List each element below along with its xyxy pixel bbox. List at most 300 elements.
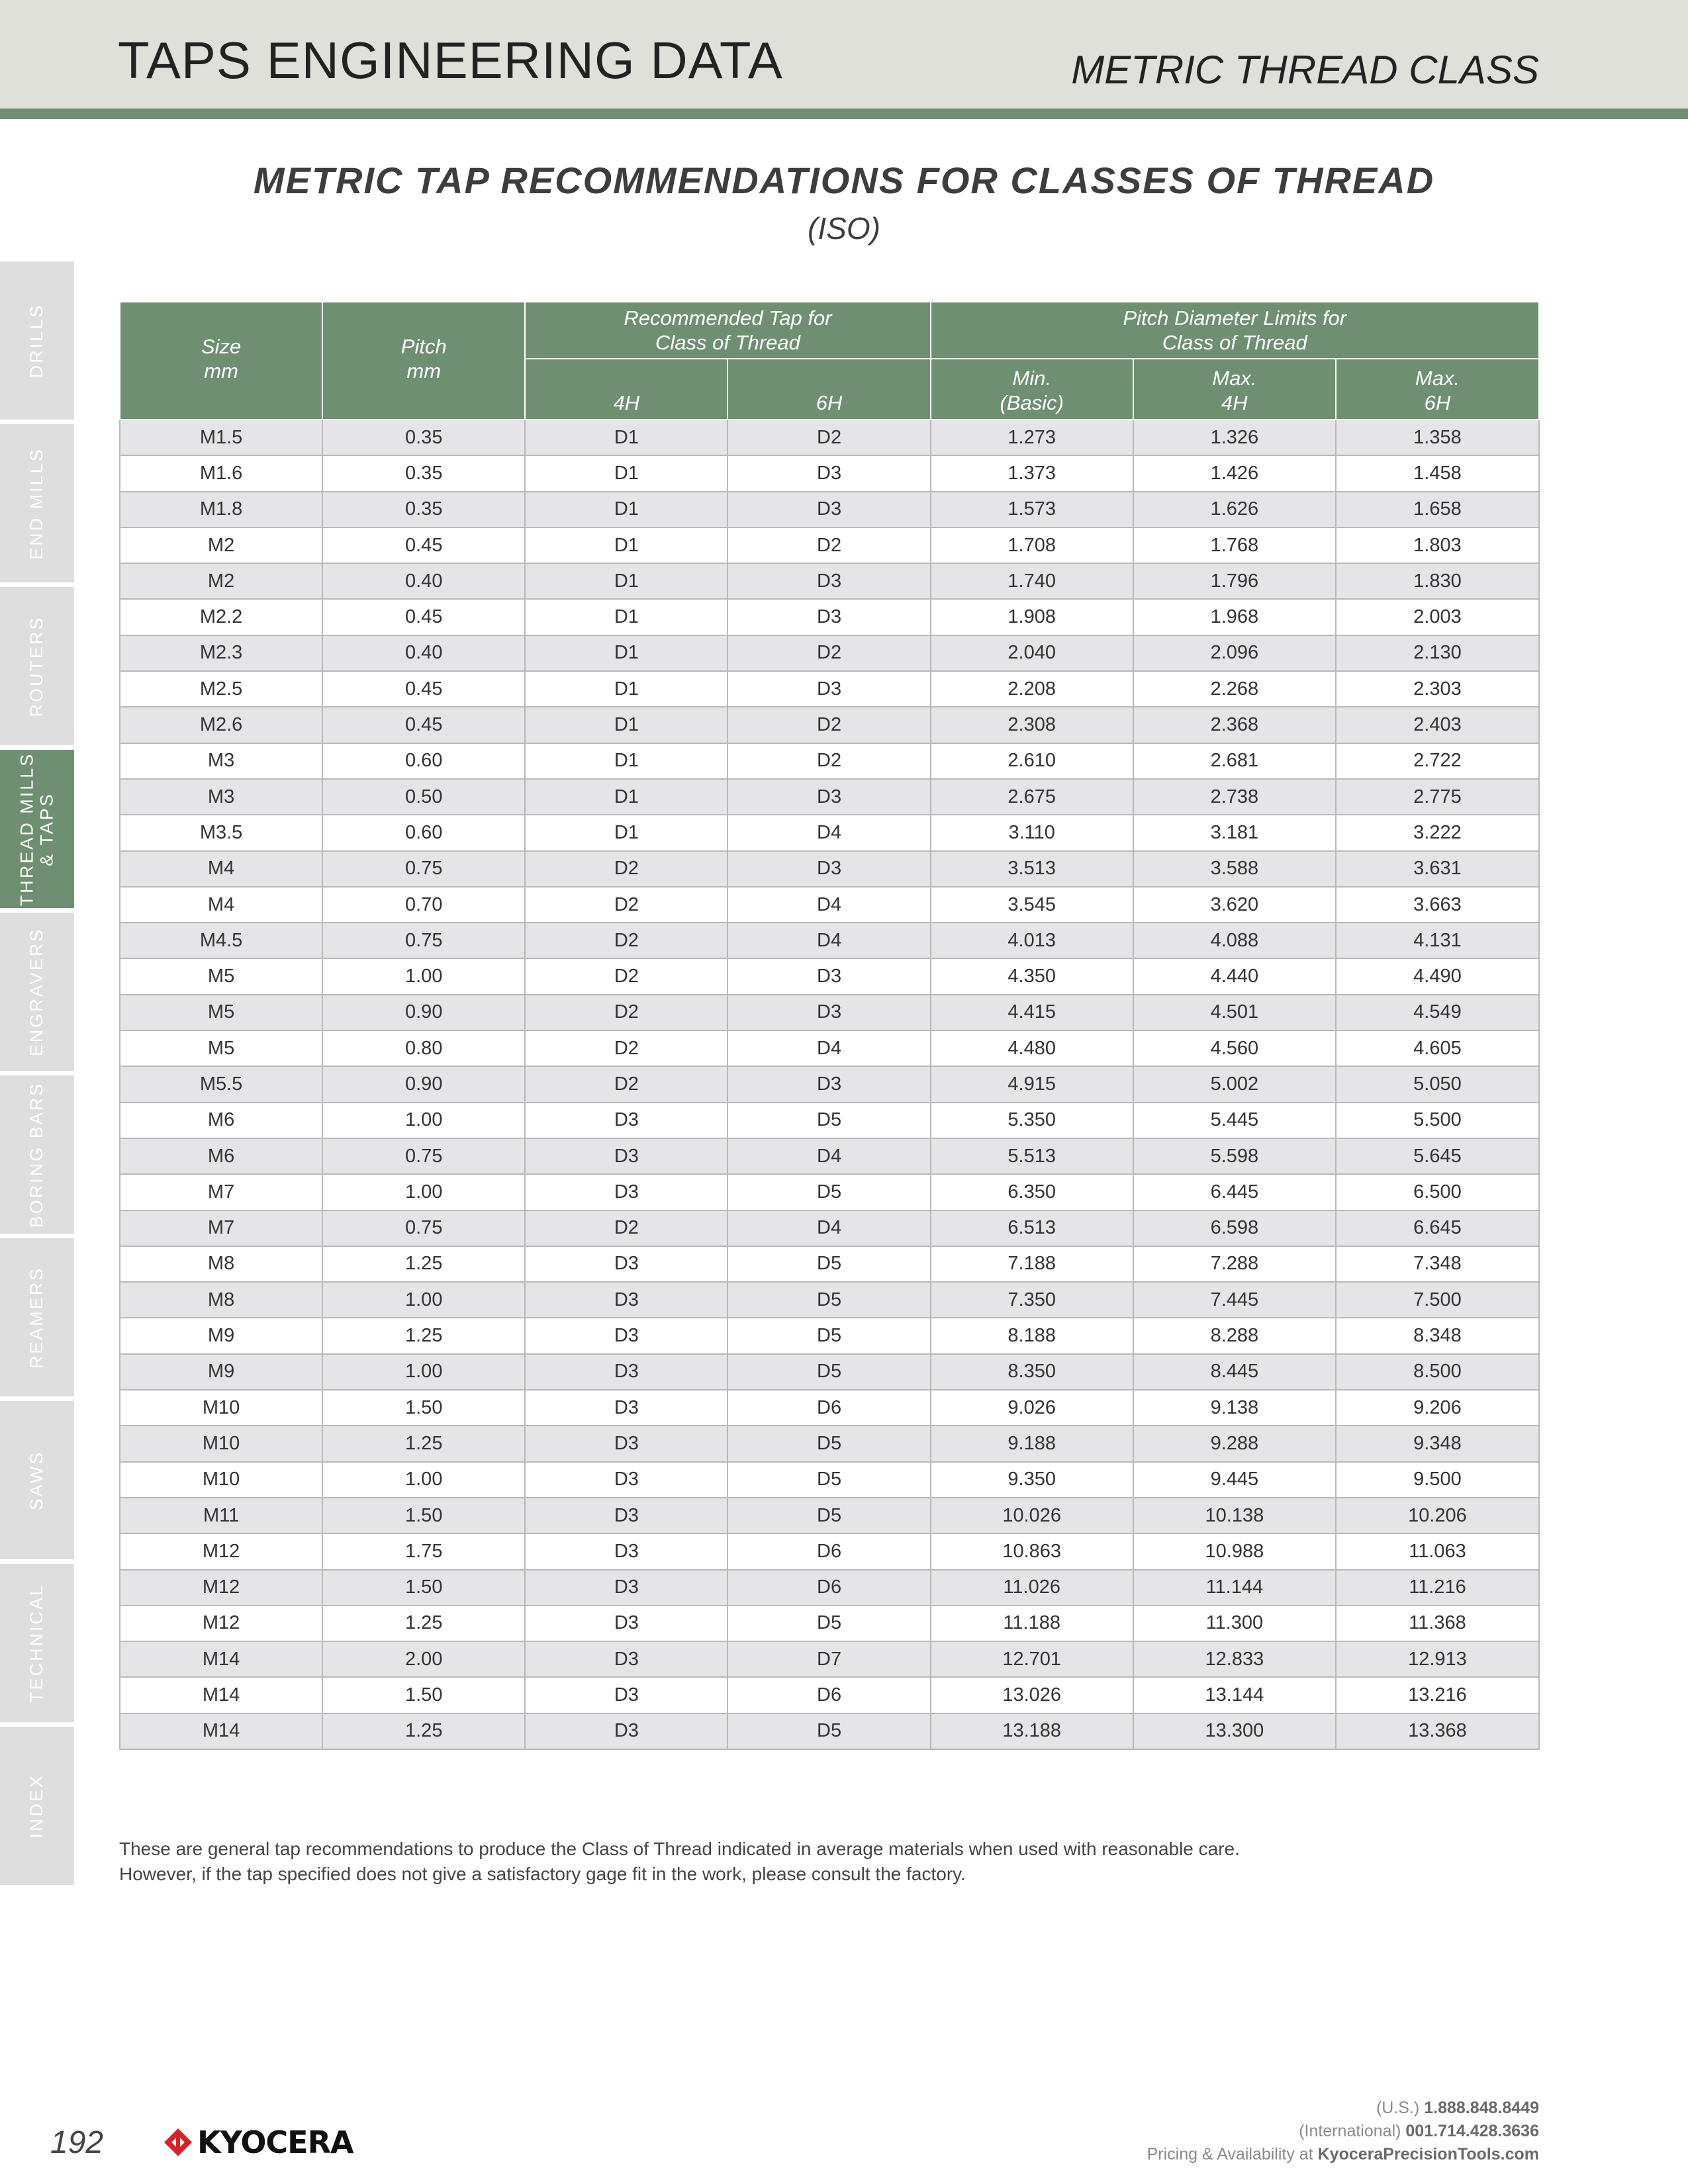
table-cell: 3.631: [1336, 851, 1539, 887]
table-cell: M4.5: [120, 923, 322, 958]
table-cell: 1.658: [1336, 492, 1539, 527]
table-cell: M8: [120, 1246, 322, 1282]
table-cell: 4.350: [931, 958, 1133, 994]
table-cell: 1.50: [322, 1677, 525, 1713]
table-cell: M9: [120, 1354, 322, 1390]
table-cell: M12: [120, 1533, 322, 1569]
table-cell: 2.675: [931, 779, 1133, 815]
contact-info: [1147, 2097, 1539, 2166]
table-cell: 2.368: [1133, 707, 1336, 743]
table-cell: D5: [727, 1498, 930, 1533]
table-row: [120, 1246, 1539, 1282]
table-cell: D1: [525, 671, 727, 707]
table-cell: D3: [525, 1246, 727, 1282]
side-tab-saws[interactable]: [0, 1401, 74, 1559]
table-cell: 9.500: [1336, 1462, 1539, 1498]
table-cell: 2.00: [322, 1641, 525, 1677]
table-cell: 7.350: [931, 1282, 1133, 1318]
table-cell: 2.722: [1336, 743, 1539, 779]
table-cell: D4: [727, 887, 930, 923]
table-cell: 6.598: [1133, 1210, 1336, 1246]
table-cell: 0.75: [322, 851, 525, 887]
table-cell: 1.00: [322, 958, 525, 994]
table-cell: 0.90: [322, 1066, 525, 1102]
table-cell: M1.5: [120, 420, 322, 455]
table-cell: 6.645: [1336, 1210, 1539, 1246]
table-cell: M1.8: [120, 492, 322, 527]
table-cell: 0.50: [322, 779, 525, 815]
table-cell: 8.348: [1336, 1318, 1539, 1353]
table-cell: 3.110: [931, 815, 1133, 850]
table-cell: M4: [120, 851, 322, 887]
table-cell: D3: [525, 1318, 727, 1353]
table-row: [120, 1606, 1539, 1641]
side-tab-drills[interactable]: [0, 261, 74, 420]
table-row: [120, 1641, 1539, 1677]
table-cell: M5: [120, 995, 322, 1030]
side-tab-label: TECHNICAL: [26, 1583, 47, 1703]
table-cell: 8.288: [1133, 1318, 1336, 1353]
table-cell: M9: [120, 1318, 322, 1353]
table-cell: M2.5: [120, 671, 322, 707]
table-cell: D3: [727, 1066, 930, 1102]
table-cell: 0.40: [322, 635, 525, 671]
table-cell: 3.663: [1336, 887, 1539, 923]
table-cell: D3: [727, 779, 930, 815]
table-cell: 2.130: [1336, 635, 1539, 671]
table-cell: 5.050: [1336, 1066, 1539, 1102]
table-row: [120, 1390, 1539, 1426]
table-cell: M10: [120, 1426, 322, 1461]
table-cell: M1.6: [120, 455, 322, 491]
table-cell: 1.373: [931, 455, 1133, 491]
table-cell: 3.620: [1133, 887, 1336, 923]
table-cell: 1.273: [931, 420, 1133, 455]
table-row: [120, 1210, 1539, 1246]
table-cell: 1.573: [931, 492, 1133, 527]
table-cell: D2: [525, 851, 727, 887]
table-cell: M8: [120, 1282, 322, 1318]
table-cell: 5.645: [1336, 1138, 1539, 1174]
table-cell: D5: [727, 1462, 930, 1498]
group-header-pitch-diameter-limits: Pitch Diameter Limits for Class of Thread: [931, 302, 1539, 359]
table-cell: 5.002: [1133, 1066, 1336, 1102]
table-cell: 5.598: [1133, 1138, 1336, 1174]
table-cell: 2.610: [931, 743, 1133, 779]
table-cell: D3: [525, 1354, 727, 1390]
table-cell: 0.75: [322, 1210, 525, 1246]
table-row: [120, 1570, 1539, 1606]
table-cell: M2.6: [120, 707, 322, 743]
side-tab-end-mills[interactable]: [0, 424, 74, 582]
table-cell: 4.088: [1133, 923, 1336, 958]
table-cell: D1: [525, 420, 727, 455]
side-tab-index[interactable]: [0, 1727, 74, 1885]
table-cell: 12.701: [931, 1641, 1133, 1677]
table-cell: 1.908: [931, 599, 1133, 635]
table-cell: 13.026: [931, 1677, 1133, 1713]
table-cell: 1.25: [322, 1606, 525, 1641]
table-cell: M5: [120, 1030, 322, 1066]
side-tab-label: ROUTERS: [26, 615, 47, 717]
table-cell: 1.968: [1133, 599, 1336, 635]
side-tab-reamers[interactable]: [0, 1238, 74, 1396]
table-cell: 1.803: [1336, 527, 1539, 563]
column-header-tap-4h: 4H: [525, 359, 727, 420]
table-cell: 4.915: [931, 1066, 1133, 1102]
table-cell: D3: [727, 851, 930, 887]
table-cell: D3: [525, 1390, 727, 1426]
side-tab-label: ENGRAVERS: [26, 927, 47, 1056]
table-cell: D3: [525, 1533, 727, 1569]
table-row: [120, 1462, 1539, 1498]
table-cell: 3.588: [1133, 851, 1336, 887]
table-cell: D2: [727, 420, 930, 455]
table-cell: 11.216: [1336, 1570, 1539, 1606]
side-tab-label: THREAD MILLS & TAPS: [17, 752, 56, 906]
table-cell: D2: [727, 707, 930, 743]
table-cell: 4.480: [931, 1030, 1133, 1066]
table-cell: 8.350: [931, 1354, 1133, 1390]
table-cell: 10.138: [1133, 1498, 1336, 1533]
document-subtitle: (ISO): [808, 211, 880, 246]
table-cell: 2.403: [1336, 707, 1539, 743]
table-cell: M2: [120, 527, 322, 563]
side-tab-label: REAMERS: [26, 1266, 47, 1369]
table-cell: 0.45: [322, 527, 525, 563]
table-row: [120, 492, 1539, 527]
table-row: [120, 815, 1539, 850]
table-cell: D5: [727, 1246, 930, 1282]
table-cell: 2.303: [1336, 671, 1539, 707]
table-cell: 3.513: [931, 851, 1133, 887]
kyocera-logo-icon: [163, 2127, 193, 2158]
table-cell: 9.348: [1336, 1426, 1539, 1461]
table-cell: M14: [120, 1713, 322, 1749]
table-cell: D3: [727, 671, 930, 707]
table-cell: D2: [727, 527, 930, 563]
table-cell: M5.5: [120, 1066, 322, 1102]
table-cell: 1.50: [322, 1498, 525, 1533]
table-cell: D3: [525, 1103, 727, 1138]
table-cell: 5.500: [1336, 1103, 1539, 1138]
table-cell: M12: [120, 1606, 322, 1641]
table-row: [120, 995, 1539, 1030]
side-tab-thread-mills-taps[interactable]: [0, 750, 74, 908]
table-row: [120, 923, 1539, 958]
table-row: [120, 455, 1539, 491]
table-cell: 1.50: [322, 1570, 525, 1606]
table-cell: 1.00: [322, 1103, 525, 1138]
table-cell: D3: [525, 1174, 727, 1210]
table-cell: D5: [727, 1606, 930, 1641]
column-header-min-basic: Min. (Basic): [931, 359, 1133, 420]
table-cell: D4: [727, 1210, 930, 1246]
side-tab-boring-bars[interactable]: [0, 1075, 74, 1234]
table-cell: 8.445: [1133, 1354, 1336, 1390]
table-cell: 13.188: [931, 1713, 1133, 1749]
table-cell: 8.188: [931, 1318, 1133, 1353]
table-cell: D6: [727, 1533, 930, 1569]
table-row: [120, 1318, 1539, 1353]
table-cell: M7: [120, 1210, 322, 1246]
table-row: [120, 1533, 1539, 1569]
table-cell: 13.144: [1133, 1677, 1336, 1713]
table-cell: 1.00: [322, 1354, 525, 1390]
table-cell: 11.368: [1336, 1606, 1539, 1641]
table-cell: 9.138: [1133, 1390, 1336, 1426]
table-cell: 0.45: [322, 707, 525, 743]
table-cell: 4.501: [1133, 995, 1336, 1030]
page-number: 192: [50, 2125, 104, 2160]
table-cell: M2.2: [120, 599, 322, 635]
table-cell: 0.35: [322, 492, 525, 527]
document-title: METRIC TAP RECOMMENDATIONS FOR CLASSES OF THREAD: [253, 159, 1435, 201]
footnote-line: However, if the tap specified does not give a satisfactory gage fit in the work, please consult the factory.: [119, 1863, 966, 1884]
table-row: [120, 1282, 1539, 1318]
table-cell: D2: [525, 923, 727, 958]
table-cell: D5: [727, 1426, 930, 1461]
table-row: [120, 1030, 1539, 1066]
column-header-pitch: Pitch mm: [322, 302, 525, 420]
table-cell: D3: [525, 1462, 727, 1498]
table-cell: D1: [525, 707, 727, 743]
table-cell: 10.988: [1133, 1533, 1336, 1569]
table-cell: 0.35: [322, 420, 525, 455]
table-cell: 9.288: [1133, 1426, 1336, 1461]
table-cell: D5: [727, 1174, 930, 1210]
table-cell: 4.013: [931, 923, 1133, 958]
table-row: [120, 563, 1539, 599]
table-cell: D1: [525, 492, 727, 527]
table-cell: 4.440: [1133, 958, 1336, 994]
table-cell: 4.131: [1336, 923, 1539, 958]
tap-recommendation-table-wrapper: [119, 301, 1540, 1750]
table-cell: 1.326: [1133, 420, 1336, 455]
contact-intl-line: (International) 001.714.428.3636: [1299, 2122, 1539, 2140]
table-row: [120, 1677, 1539, 1713]
side-tab-label: SAWS: [26, 1450, 47, 1510]
table-cell: 2.040: [931, 635, 1133, 671]
table-cell: D4: [727, 1138, 930, 1174]
table-cell: 0.75: [322, 1138, 525, 1174]
table-cell: 4.549: [1336, 995, 1539, 1030]
website-link[interactable]: KyoceraPrecisionTools.com: [1317, 2145, 1539, 2163]
table-cell: M10: [120, 1462, 322, 1498]
table-cell: M10: [120, 1390, 322, 1426]
table-cell: 1.00: [322, 1462, 525, 1498]
table-cell: 4.605: [1336, 1030, 1539, 1066]
table-cell: 12.913: [1336, 1641, 1539, 1677]
side-tab-routers[interactable]: [0, 587, 74, 745]
table-row: [120, 958, 1539, 994]
table-cell: 1.740: [931, 563, 1133, 599]
kyocera-logo: [163, 2126, 353, 2159]
table-cell: D1: [525, 635, 727, 671]
column-header-size: Size mm: [120, 302, 322, 420]
footnote: [119, 1837, 1540, 1887]
table-cell: 2.308: [931, 707, 1133, 743]
table-cell: D2: [525, 1210, 727, 1246]
column-header-max-6h: Max. 6H: [1336, 359, 1539, 420]
side-tab-label: END MILLS: [26, 447, 47, 560]
table-cell: D1: [525, 599, 727, 635]
table-cell: 2.681: [1133, 743, 1336, 779]
column-header-tap-6h: 6H: [727, 359, 930, 420]
table-cell: 1.796: [1133, 563, 1336, 599]
table-cell: 6.350: [931, 1174, 1133, 1210]
table-cell: 11.063: [1336, 1533, 1539, 1569]
table-cell: 7.288: [1133, 1246, 1336, 1282]
table-cell: 1.25: [322, 1713, 525, 1749]
footnote-line: These are general tap recommendations to produce the Class of Thread indicated in average materials when used with reasonable care.: [119, 1839, 1240, 1859]
table-cell: M3: [120, 779, 322, 815]
table-cell: 2.208: [931, 671, 1133, 707]
table-row: [120, 1713, 1539, 1749]
table-cell: 6.513: [931, 1210, 1133, 1246]
table-row: [120, 1354, 1539, 1390]
table-row: [120, 887, 1539, 923]
table-cell: D2: [727, 635, 930, 671]
table-cell: 13.300: [1133, 1713, 1336, 1749]
table-cell: 11.144: [1133, 1570, 1336, 1606]
table-cell: 9.350: [931, 1462, 1133, 1498]
table-cell: D6: [727, 1390, 930, 1426]
contact-web-line: Pricing & Availability at KyoceraPrecisionTools.com: [1147, 2145, 1539, 2163]
table-cell: D1: [525, 527, 727, 563]
table-cell: 1.708: [931, 527, 1133, 563]
table-cell: 13.216: [1336, 1677, 1539, 1713]
table-cell: 0.35: [322, 455, 525, 491]
table-cell: 7.500: [1336, 1282, 1539, 1318]
table-cell: 0.75: [322, 923, 525, 958]
table-cell: 2.775: [1336, 779, 1539, 815]
table-cell: 1.458: [1336, 455, 1539, 491]
table-cell: D1: [525, 455, 727, 491]
table-cell: 10.206: [1336, 1498, 1539, 1533]
side-tab-label: INDEX: [26, 1773, 47, 1839]
table-cell: D5: [727, 1354, 930, 1390]
side-tab-label: BORING BARS: [26, 1081, 47, 1228]
table-cell: M7: [120, 1174, 322, 1210]
table-cell: D3: [525, 1426, 727, 1461]
side-tab-nav: [0, 261, 74, 1889]
table-cell: D5: [727, 1103, 930, 1138]
table-cell: D1: [525, 563, 727, 599]
table-cell: 11.300: [1133, 1606, 1336, 1641]
table-cell: 1.75: [322, 1533, 525, 1569]
table-cell: D3: [525, 1606, 727, 1641]
table-row: [120, 779, 1539, 815]
table-cell: 3.222: [1336, 815, 1539, 850]
page-header: [0, 0, 1688, 109]
table-cell: 1.25: [322, 1426, 525, 1461]
table-cell: D2: [727, 743, 930, 779]
table-cell: D3: [525, 1498, 727, 1533]
table-cell: M14: [120, 1677, 322, 1713]
table-row: [120, 707, 1539, 743]
table-cell: 0.45: [322, 599, 525, 635]
table-cell: D2: [525, 887, 727, 923]
side-tab-technical[interactable]: [0, 1564, 74, 1722]
table-cell: 4.560: [1133, 1030, 1336, 1066]
table-cell: 0.40: [322, 563, 525, 599]
group-header-recommended-tap: Recommended Tap for Class of Thread: [525, 302, 930, 359]
table-cell: M3: [120, 743, 322, 779]
table-cell: D4: [727, 815, 930, 850]
table-cell: D2: [525, 958, 727, 994]
table-cell: D1: [525, 815, 727, 850]
table-cell: 1.25: [322, 1318, 525, 1353]
logo-wordmark: KYOCERA: [197, 2124, 353, 2160]
table-row: [120, 1138, 1539, 1174]
table-cell: M3.5: [120, 815, 322, 850]
table-cell: 2.096: [1133, 635, 1336, 671]
table-cell: D2: [525, 995, 727, 1030]
table-row: [120, 527, 1539, 563]
table-cell: 1.50: [322, 1390, 525, 1426]
table-cell: M6: [120, 1138, 322, 1174]
table-cell: 7.188: [931, 1246, 1133, 1282]
table-cell: 7.348: [1336, 1246, 1539, 1282]
table-cell: D3: [727, 455, 930, 491]
header-divider: [0, 109, 1688, 119]
table-cell: 0.80: [322, 1030, 525, 1066]
table-cell: 11.026: [931, 1570, 1133, 1606]
table-cell: D3: [727, 492, 930, 527]
table-row: [120, 1174, 1539, 1210]
table-row: [120, 599, 1539, 635]
side-tab-engravers[interactable]: [0, 913, 74, 1071]
table-cell: 2.003: [1336, 599, 1539, 635]
table-cell: D3: [525, 1138, 727, 1174]
table-row: [120, 743, 1539, 779]
table-cell: 9.026: [931, 1390, 1133, 1426]
table-cell: D3: [525, 1677, 727, 1713]
table-cell: 6.445: [1133, 1174, 1336, 1210]
table-cell: D3: [727, 995, 930, 1030]
table-cell: D3: [525, 1282, 727, 1318]
table-cell: M4: [120, 887, 322, 923]
table-cell: 9.206: [1336, 1390, 1539, 1426]
table-row: [120, 635, 1539, 671]
table-row: [120, 1066, 1539, 1102]
table-cell: 0.60: [322, 743, 525, 779]
table-cell: 8.500: [1336, 1354, 1539, 1390]
table-cell: 1.25: [322, 1246, 525, 1282]
table-cell: 5.445: [1133, 1103, 1336, 1138]
us-phone: 1.888.848.8449: [1424, 2099, 1539, 2117]
table-cell: D3: [727, 563, 930, 599]
table-cell: 12.833: [1133, 1641, 1336, 1677]
table-cell: 1.00: [322, 1174, 525, 1210]
table-cell: D6: [727, 1570, 930, 1606]
header-title: TAPS ENGINEERING DATA: [118, 31, 783, 89]
table-cell: D3: [727, 599, 930, 635]
table-cell: 9.445: [1133, 1462, 1336, 1498]
table-cell: D7: [727, 1641, 930, 1677]
table-cell: 0.60: [322, 815, 525, 850]
table-cell: 0.90: [322, 995, 525, 1030]
table-cell: 1.00: [322, 1282, 525, 1318]
table-cell: 4.490: [1336, 958, 1539, 994]
header-section-title: METRIC THREAD CLASS: [1071, 48, 1539, 92]
table-cell: D2: [525, 1066, 727, 1102]
table-cell: 6.500: [1336, 1174, 1539, 1210]
table-cell: D2: [525, 1030, 727, 1066]
table-cell: M11: [120, 1498, 322, 1533]
table-cell: D1: [525, 779, 727, 815]
